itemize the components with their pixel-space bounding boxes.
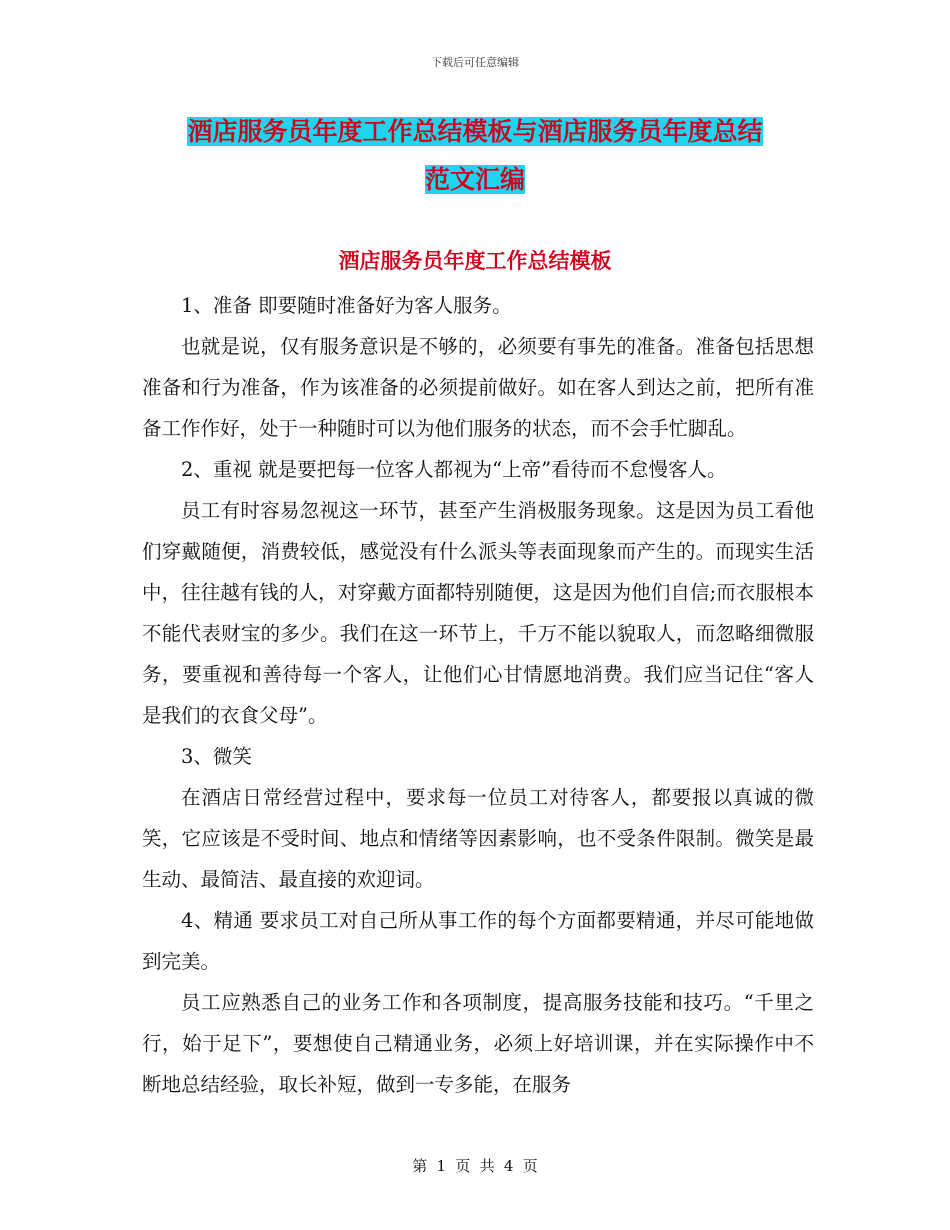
paragraph-6: 在酒店日常经营过程中，要求每一位员工对待客人，都要报以真诚的微笑，它应该是不受时间、地点和情绪等因素影响，也不受条件限制。微笑是最生动、最简洁、最直接的欢迎词。 [142, 786, 814, 891]
document-title [140, 108, 810, 204]
paragraph-4: 员工有时容易忽视这一环节，甚至产生消极服务现象。这是因为员工看他们穿戴随便，消费较低，感觉没有什么派头等表面现象而产生的。而现实生活中，往往越有钱的人，对穿戴方面都特别随便，这是因为他们自信;而衣服根本不能代表财宝的多少。我们在这一环节上，千万不能以貌取人，而忽略细微服务，要重视和善待每一个客人，让他们心甘情愿地消费。我们应当记住“客人是我们的衣食父母”。 [142, 499, 814, 727]
paragraph-5: 3、微笑 [181, 745, 252, 768]
paragraph-7: 4、精通 要求员工对自己所从事工作的每个方面都要精通，并尽可能地做到完美。 [142, 909, 814, 973]
document-body [142, 285, 814, 1105]
section-title: 酒店服务员年度工作总结模板 [338, 249, 612, 273]
header-note: 下载后可任意编辑 [431, 56, 519, 69]
document-title-line-1: 酒店服务员年度工作总结模板与酒店服务员年度总结 [187, 117, 763, 146]
document-title-line-2: 范文汇编 [424, 165, 525, 194]
page-footer: 第 1 页 共 4 页 [412, 1157, 538, 1175]
paragraph-3: 2、重视 就是要把每一位客人都视为“上帝”看待而不怠慢客人。 [181, 458, 727, 481]
paragraph-8: 员工应熟悉自己的业务工作和各项制度，提高服务技能和技巧。“千里之行，始于足下”，要想使自己精通业务，必须上好培训课，并在实际操作中不断地总结经验，取长补短，做到一专多能，在服务 [142, 991, 814, 1096]
paragraph-2: 也就是说，仅有服务意识是不够的，必须要有事先的准备。准备包括思想准备和行为准备，作为该准备的必须提前做好。如在客人到达之前，把所有准备工作作好，处于一种随时可以为他们服务的状态，而不会手忙脚乱。 [142, 335, 814, 440]
paragraph-1: 1、准备 即要随时准备好为客人服务。 [181, 294, 512, 317]
